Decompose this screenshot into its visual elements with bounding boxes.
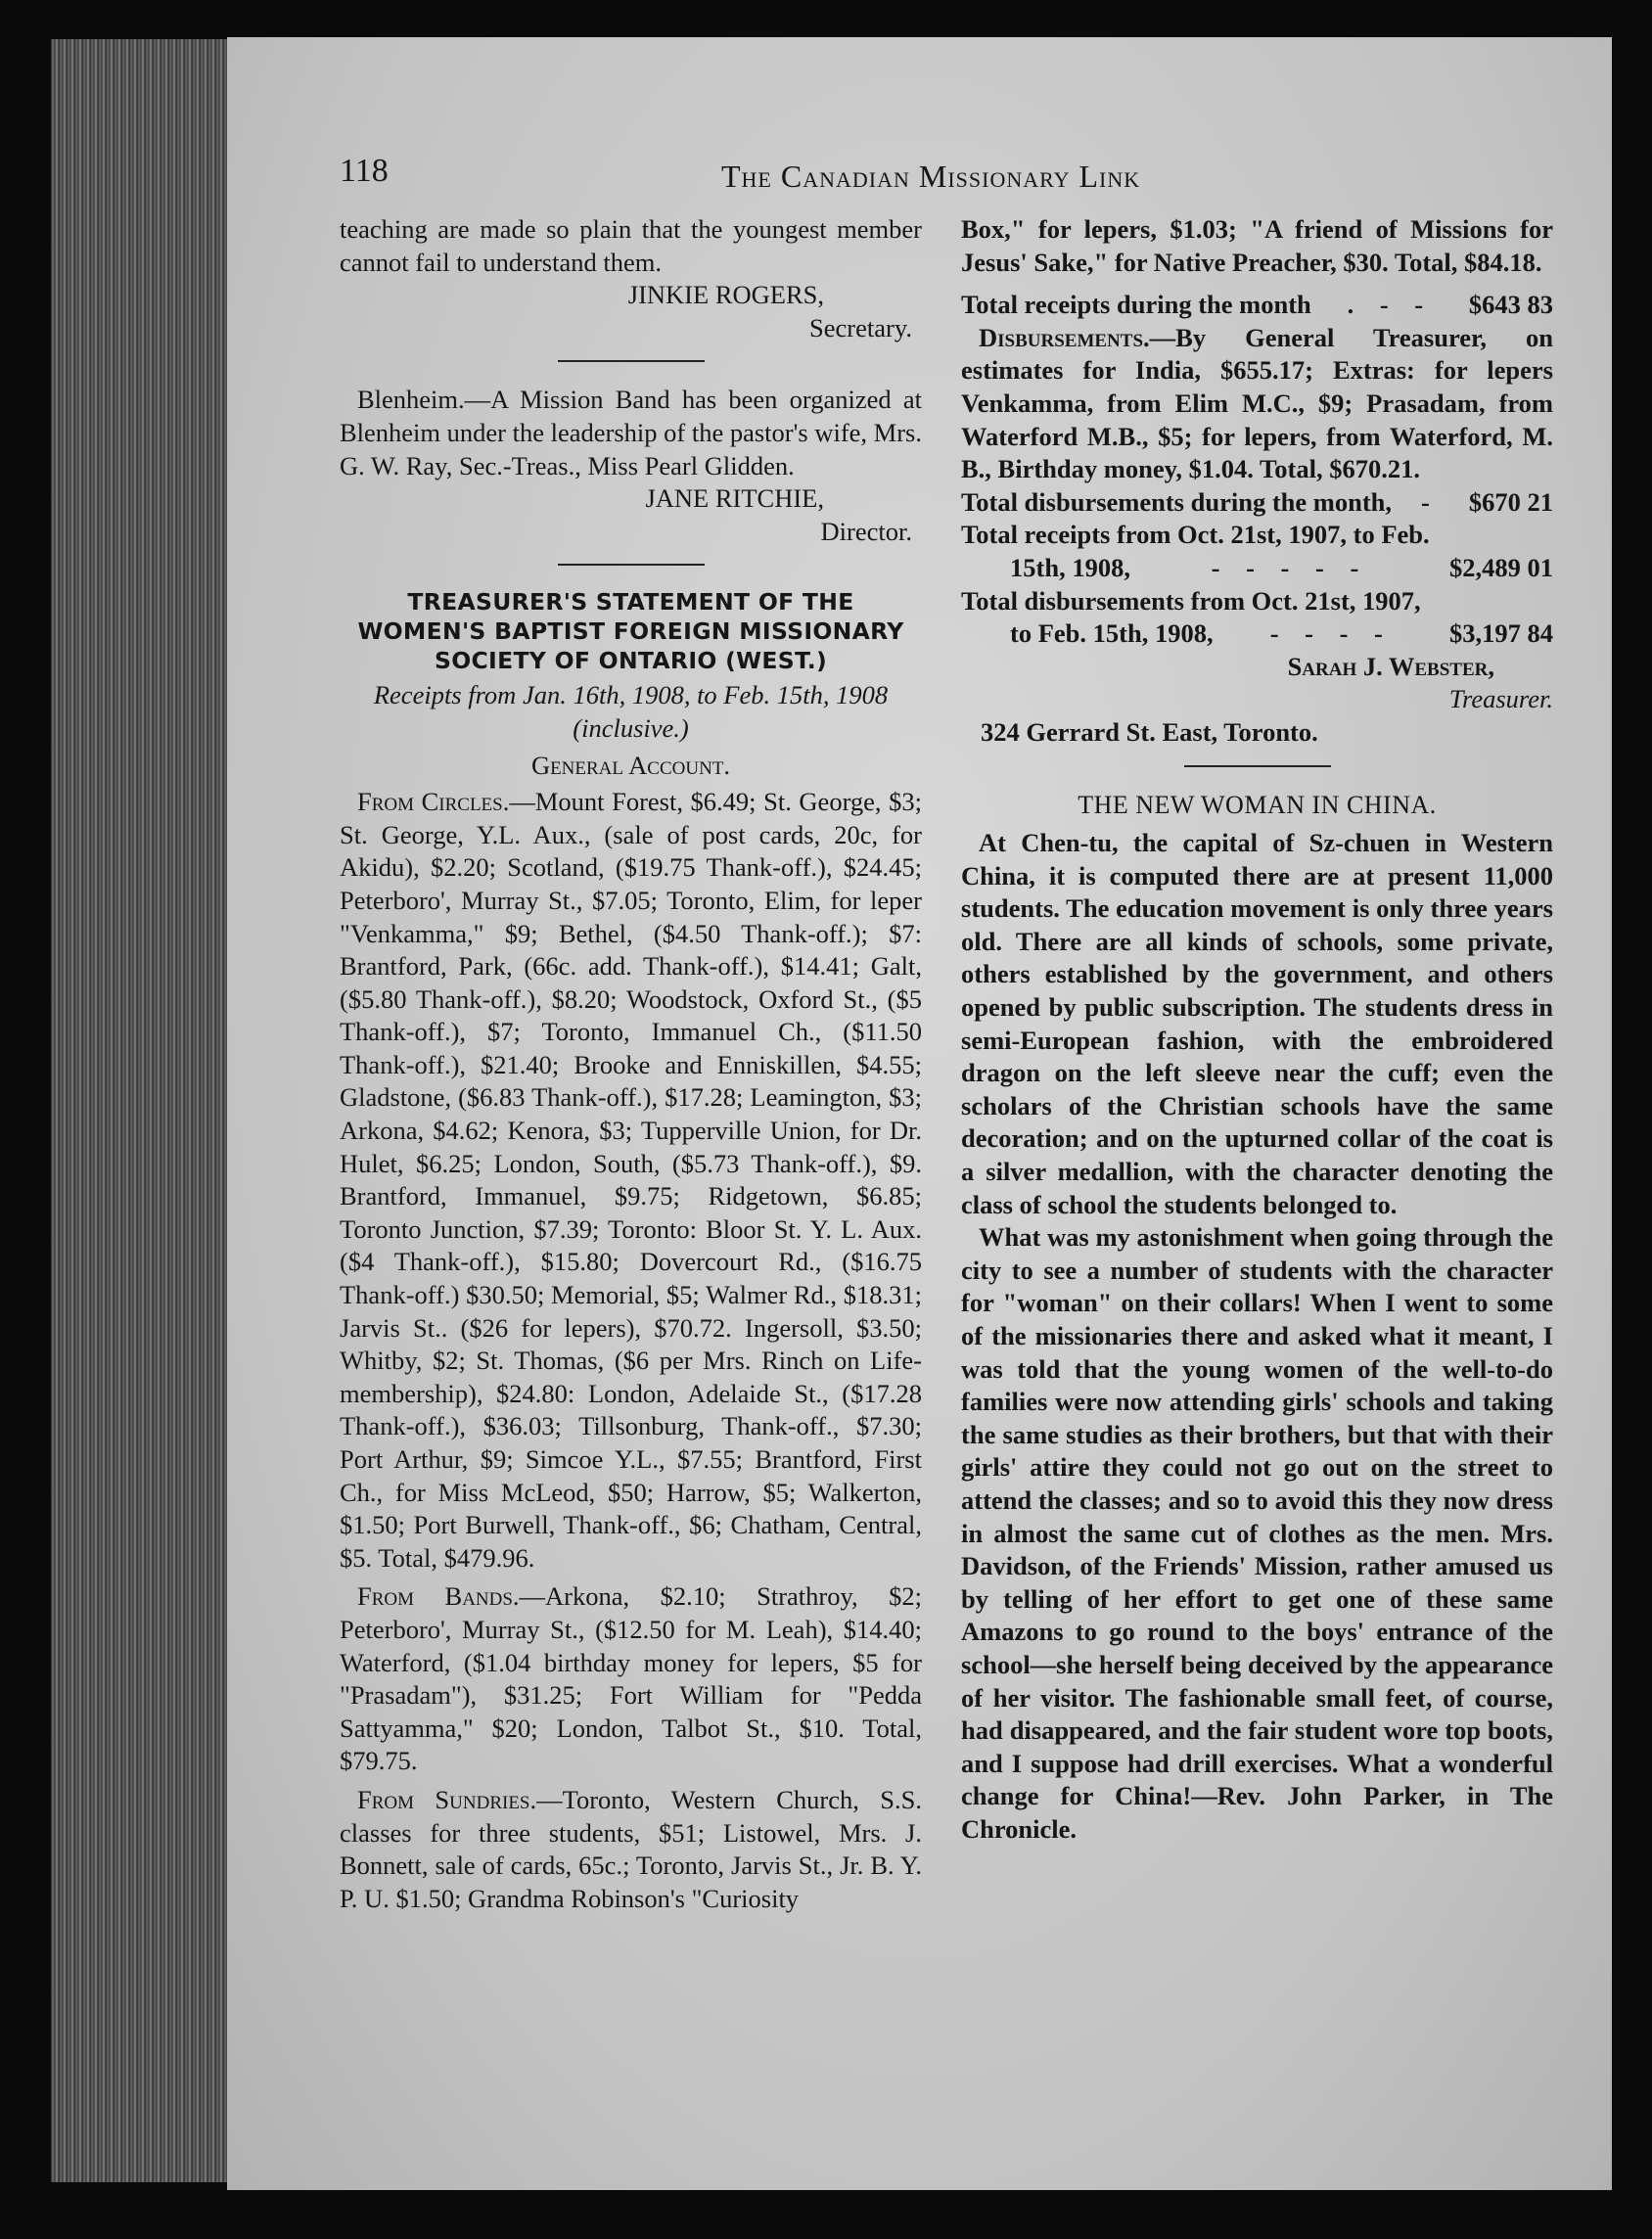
total-disbursements-label: Total disbursements during the month, bbox=[961, 486, 1393, 517]
statement-heading: TREASURER'S STATEMENT OF THE WOMEN'S BAPTIST FOREIGN MISSIONARY SOCIETY OF ONTARIO (WEST.) bbox=[357, 588, 904, 675]
article-paragraph-2: What was my astonishment when going through the city to see a number of students with the character for "woman" on their collars! When I went to some of the missionaries there and asked what it meant, I was told that the young women of the well-to-do families were now attending girls' schools and taking the same studies as their brothers, but that with their girls' attire they could not go out on the street to attend the classes; and so to avoid this they now dress in almost the same cut of clothes as the men. Mrs. Davidson, of the Friends' Mission, rather amused us by telling of her effort to get one of these same Amazons to go round to the boys' entrance of the school—she herself being deceived by the appearance of her visitor. The fashionable small feet, of course, had disappeared, and the fair student wore top boots, and I suppose had drill exercises. What a wonderful change for China!—Rev. John Parker, in The Chronicle. bbox=[961, 1222, 1553, 1844]
bands-text: —Arkona, $2.10; Strathroy, $2; Peterboro', Murray St., ($12.50 for M. Leah), $14.40; Waterford, ($1.04 birthday money for lepers, $5 for "Prasadam"), $31.25; Fort William for "Pedda Sattyamma," $20; London, Talbot St., $10. Total, $79.75. bbox=[340, 1581, 922, 1776]
page-header bbox=[340, 153, 1573, 202]
circles-lead: From Circles. bbox=[357, 787, 510, 817]
total-disbursements-value: $670 21 bbox=[1468, 486, 1553, 517]
receipts-since-oct-label: Total receipts from Oct. 21st, 1907, to Feb. bbox=[961, 520, 1430, 550]
total-receipts-dots: . - - bbox=[1347, 290, 1434, 320]
signature-name-1: JINKIE ROGERS, bbox=[627, 280, 824, 310]
signature-title-2: Director. bbox=[820, 516, 912, 546]
section-divider bbox=[1184, 765, 1331, 767]
disbursements-lead: Disbursements. bbox=[979, 322, 1150, 352]
article-title: THE NEW WOMAN IN CHINA. bbox=[1078, 790, 1437, 819]
circles-paragraph bbox=[340, 786, 922, 1575]
disbursements-since-oct-dots: - - - - bbox=[1269, 618, 1393, 649]
bands-lead: From Bands. bbox=[357, 1581, 520, 1612]
statement-subheading: Receipts from Jan. 16th, 1908, to Feb. 15th, 1908 (inclusive.) bbox=[373, 680, 889, 743]
total-receipts-line bbox=[961, 289, 1553, 322]
section-divider bbox=[558, 564, 705, 566]
treasurer-title: Treasurer. bbox=[1448, 684, 1553, 714]
article-paragraph-1: At Chen-tu, the capital of Sz-chuen in Western China, it is computed there are at present 11,000 students. The education movement is only three years old. There are all kinds of schools, some private, others established by the government, and others opened by public subscription. The students dress in semi-European fashion, with the embroidered dragon on the left sleeve near the cuff; even the scholars of the Christian schools have the same decoration; and on the upturned collar of the coat is a silver medallion, with the character denoting the class of school the students belonged to. bbox=[961, 828, 1553, 1219]
disbursements-since-oct-line bbox=[961, 617, 1553, 651]
receipts-since-oct-value: $2,489 01 bbox=[1448, 552, 1553, 582]
total-receipts-value: $643 83 bbox=[1468, 290, 1553, 320]
left-paragraph-1: teaching are made so plain that the youngest member cannot fail to understand them. bbox=[340, 214, 922, 277]
account-heading: General Account. bbox=[530, 750, 731, 780]
receipts-since-oct-line bbox=[961, 552, 1553, 585]
receipts-since-oct-date: 15th, 1908, bbox=[1010, 552, 1130, 582]
left-column bbox=[340, 213, 922, 1915]
right-column bbox=[961, 213, 1553, 1847]
disbursements-paragraph bbox=[961, 322, 1553, 486]
treasurer-address: 324 Gerrard St. East, Toronto. bbox=[981, 716, 1318, 747]
book-page bbox=[227, 37, 1612, 2190]
circles-text: —Mount Forest, $6.49; St. George, $3; St. George, Y.L. Aux., (sale of post cards, 20c, for Akidu), $2.20; Scotland, ($19.75 Thank-off.), $24.45; Peterboro', Murray St., $7.05; Toronto, Elim, for leper "Venkamma," $9; Bethel, ($4.50 Thank-off.); $7: Brantford, Park, (66c. add. Thank-off.), $14.41; Galt, ($5.80 Thank-off.), $8.20; Woodstock, Oxford St., ($5 Thank-off.), $7; Toronto, Immanuel Ch., ($11.50 Thank-off.), $21.40; Brooke and Enniskillen, $4.55; Gladstone, ($6.83 Thank-off.), $17.28; Leamington, $3; Arkona, $4.62; Kenora, $3; Tupperville Union, for Dr. Hulet, $6.25; London, South, ($5.73 Thank-off.), $9. Brantford, Immanuel, $9.75; Ridgetown, $6.85; Toronto Junction, $7.39; Toronto: Bloor St. Y. L. Aux. ($4 Thank-off.), $15.80; Dovercourt Rd., ($16.75 Thank-off.) $30.50; Memorial, $5; Walmer Rd., $18.31; Jarvis St.. ($26 for lepers), $70.72. Ingersoll, $3.50; Whitby, $2; St. Thomas, ($6 per Mrs. Rinch on Life-membership), $24.80: London, Adelaide St., ($17.28 Thank-off.), $36.03; Tillsonburg, Thank-off., $7.30; Port Arthur, $9; Simcoe Y.L., $7.55; Brantford, First Ch., for Miss McLeod, $50; Harrow, $5; Walkerton, $1.50; Port Burwell, Thank-off., $6; Chatham, Central, $5. Total, $479.96. bbox=[340, 787, 922, 1573]
disbursements-since-oct-label: Total disbursements from Oct. 21st, 1907, bbox=[961, 585, 1421, 616]
sundries-lead: From Sundries. bbox=[357, 1784, 537, 1814]
section-divider bbox=[558, 360, 705, 362]
total-disbursements-dots: - bbox=[1421, 486, 1440, 517]
treasurer-name: Sarah J. Webster, bbox=[1287, 651, 1494, 681]
disbursements-since-oct-value: $3,197 84 bbox=[1448, 618, 1553, 649]
bands-paragraph bbox=[340, 1580, 922, 1778]
sundries-text: —Toronto, Western Church, S.S. classes for three students, $51; Listowel, Mrs. J. Bonnett, sale of cards, 65c.; Toronto, Jarvis St., Jr. B. Y. P. U. $1.50; Grandma Robinson's "Curiosity bbox=[340, 1784, 922, 1913]
running-title: The Canadian Missionary Link bbox=[721, 159, 1141, 194]
right-paragraph-1: Box," for lepers, $1.03; "A friend of Missions for Jesus' Sake," for Native Preacher, $30. Total, $84.18. bbox=[961, 214, 1553, 277]
page-number: 118 bbox=[340, 153, 389, 189]
book-page-edges bbox=[51, 39, 247, 2182]
disbursements-text: —By General Treasurer, on estimates for India, $655.17; Extras: for lepers Venkamma, from Elim M.C., $9; Prasadam, from Waterford M.B., $5; for lepers, from Waterford, M. B., Birthday money, $1.04. Total, $670.21. bbox=[961, 322, 1553, 484]
receipts-since-oct-dots: - - - - - bbox=[1211, 552, 1369, 582]
signature-name-2: JANE RITCHIE, bbox=[645, 483, 824, 514]
sundries-paragraph bbox=[340, 1784, 922, 1915]
total-receipts-label: Total receipts during the month bbox=[961, 290, 1311, 320]
disbursements-since-oct-date: to Feb. 15th, 1908, bbox=[1010, 618, 1214, 649]
signature-title-1: Secretary. bbox=[809, 312, 912, 343]
left-paragraph-blenheim: Blenheim.—A Mission Band has been organized at Blenheim under the leadership of the pastor's wife, Mrs. G. W. Ray, Sec.-Treas., Miss Pearl Glidden. bbox=[340, 385, 922, 480]
total-disbursements-line bbox=[961, 486, 1553, 520]
